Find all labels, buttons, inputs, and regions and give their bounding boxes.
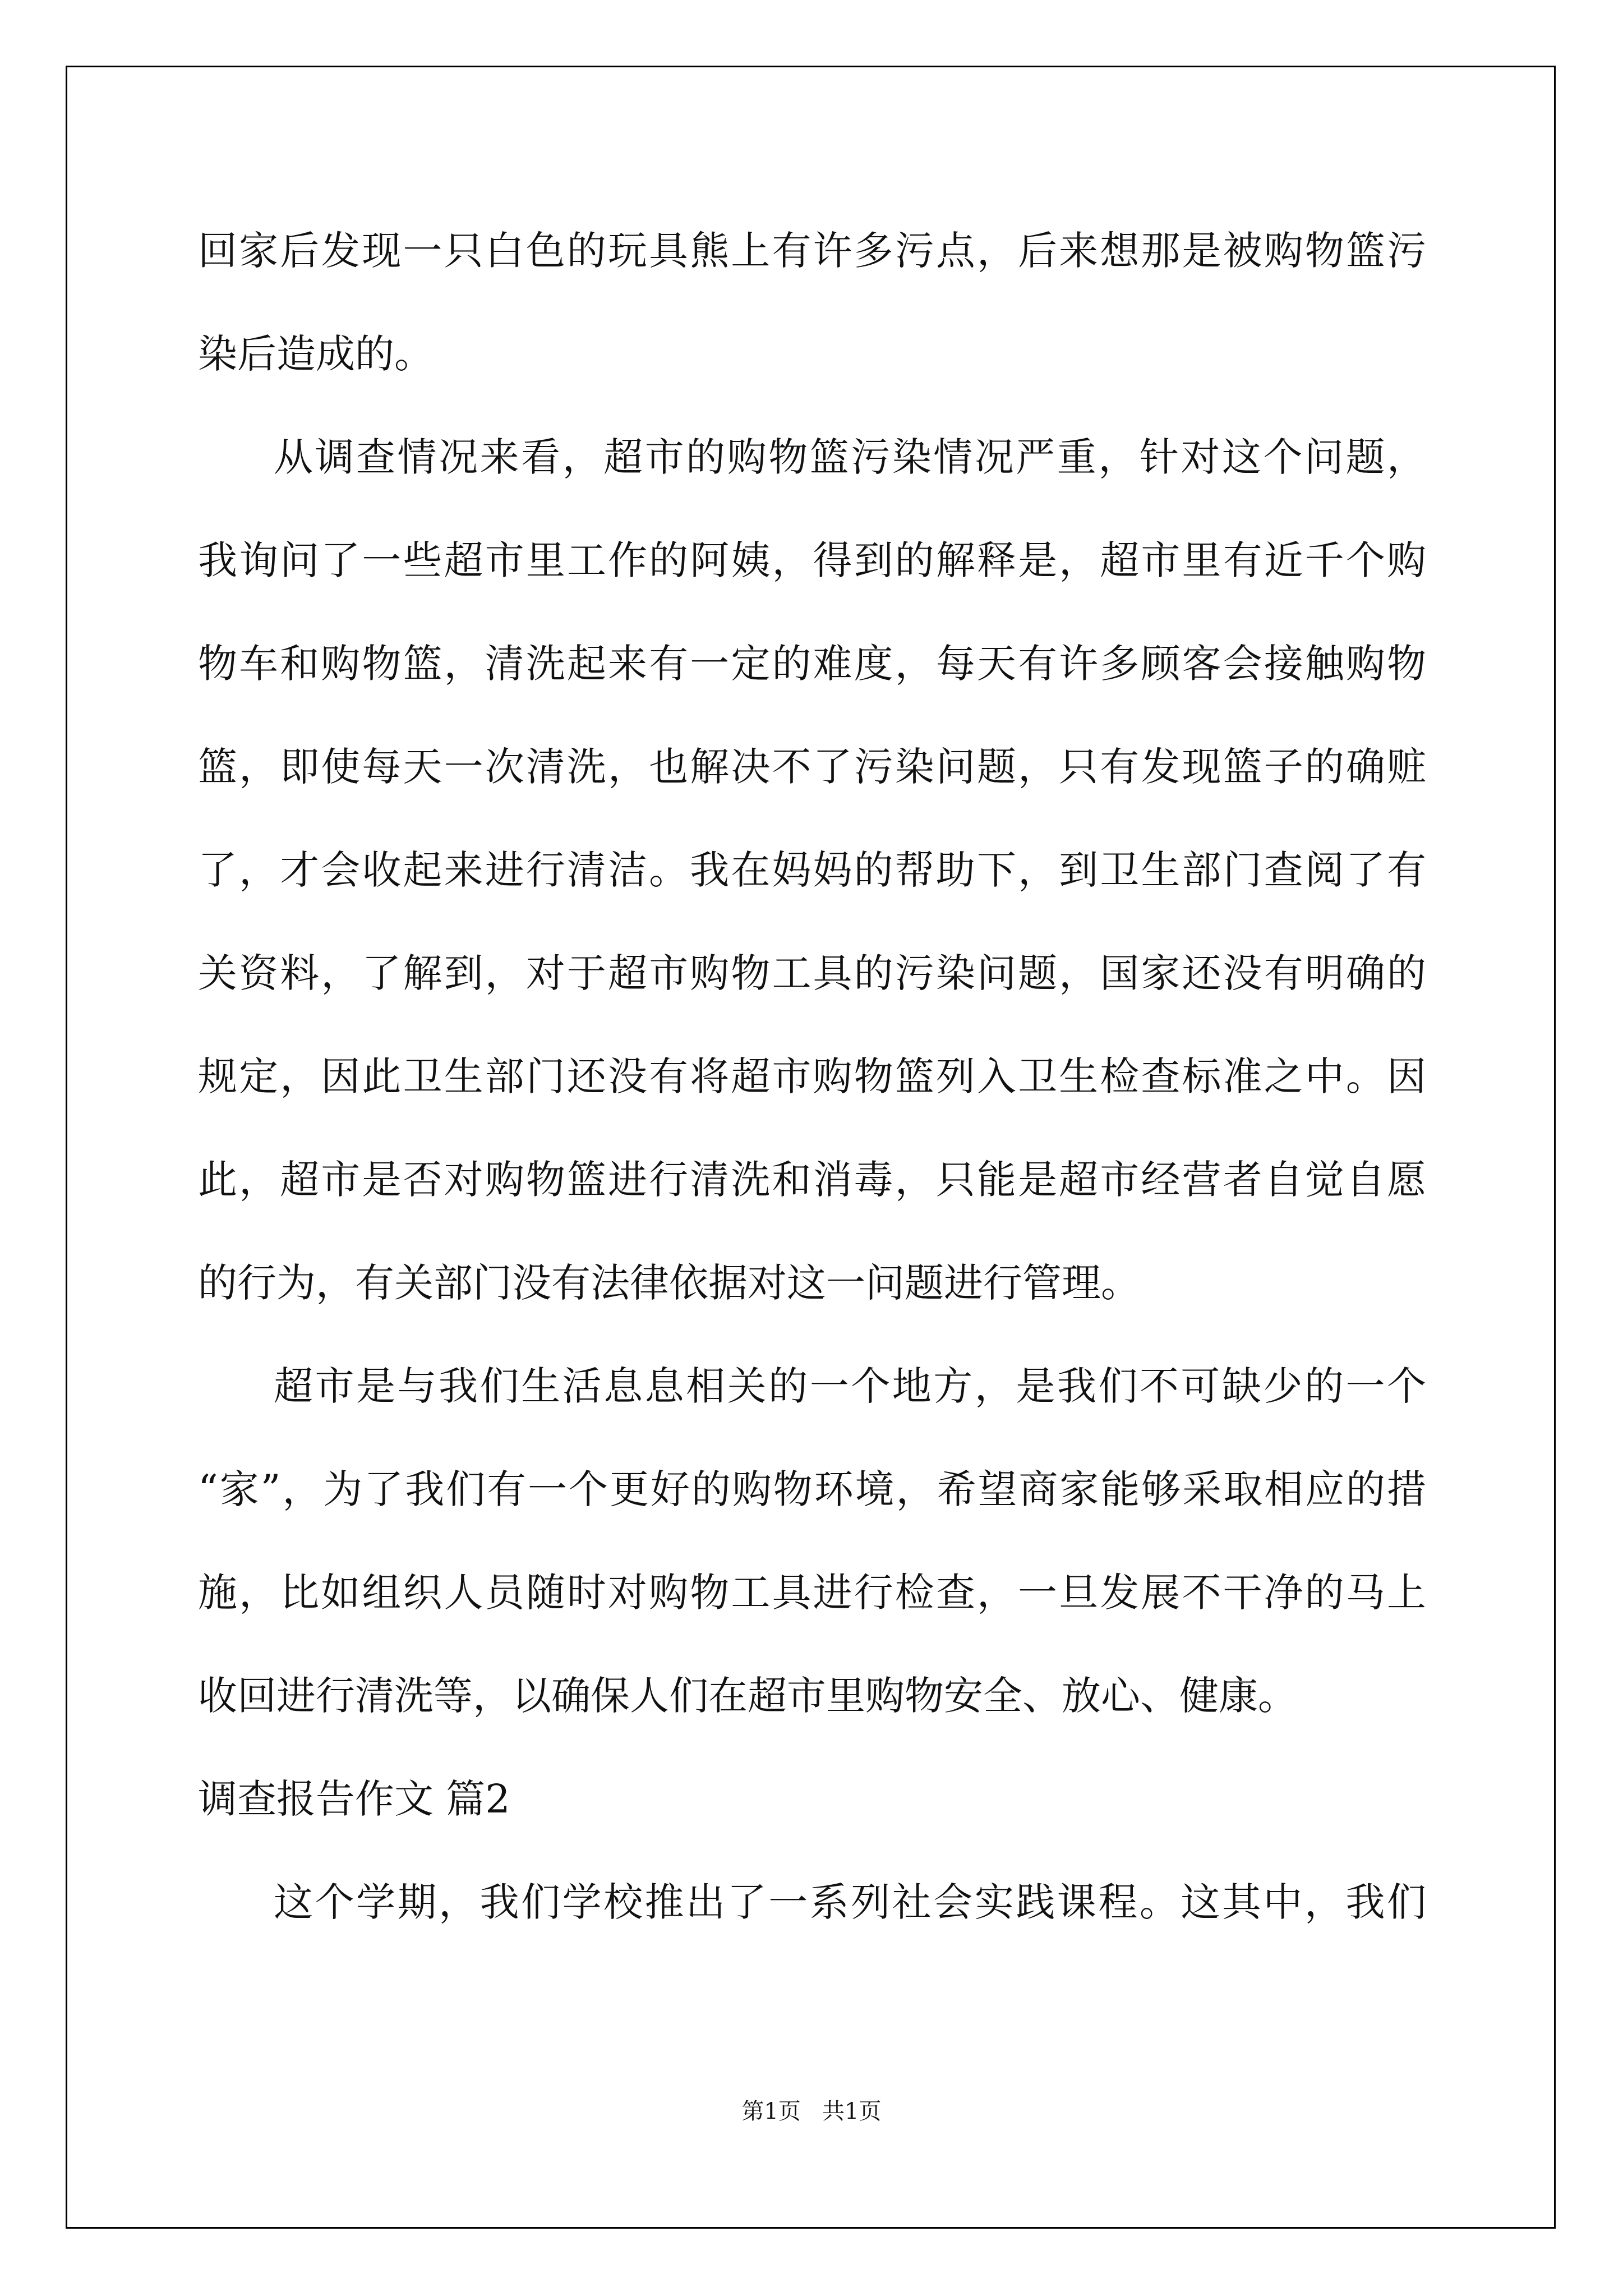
text-line: “家”，为了我们有一个更好的购物环境，希望商家能够采取相应的措 bbox=[198, 1466, 1426, 1512]
paragraph-start: 这个学期，我们学校推出了一系列社会实践课程。这其中，我们 bbox=[274, 1879, 1426, 1925]
text-line: 收回进行清洗等，以确保人们在超市里购物安全、放心、健康。 bbox=[198, 1673, 1297, 1719]
section-heading: 调查报告作文 篇2 bbox=[198, 1776, 510, 1822]
page-footer bbox=[0, 2097, 1623, 2125]
text-line: 回家后发现一只白色的玩具熊上有许多污点，后来想那是被购物篮污 bbox=[198, 228, 1426, 274]
text-line: 了，才会收起来进行清洁。我在妈妈的帮助下，到卫生部门查阅了有 bbox=[198, 847, 1426, 893]
text-line: 物车和购物篮，清洗起来有一定的难度，每天有许多顾客会接触购物 bbox=[198, 641, 1426, 687]
text-line: 的行为，有关部门没有法律依据对这一问题进行管理。 bbox=[198, 1260, 1140, 1306]
paragraph-start: 超市是与我们生活息息相关的一个地方，是我们不可缺少的一个 bbox=[274, 1363, 1426, 1409]
text-line: 篮，即使每天一次清洗，也解决不了污染问题，只有发现篮子的确赃 bbox=[198, 744, 1426, 790]
text-line: 我询问了一些超市里工作的阿姨，得到的解释是，超市里有近千个购 bbox=[198, 537, 1426, 583]
paragraph-start: 从调查情况来看，超市的购物篮污染情况严重，针对这个问题， bbox=[274, 434, 1426, 480]
text-line: 关资料，了解到，对于超市购物工具的污染问题，国家还没有明确的 bbox=[198, 950, 1426, 996]
page-number-label: 第1页 共1页 bbox=[741, 2099, 882, 2124]
document-body bbox=[198, 199, 1426, 1954]
text-line: 规定，因此卫生部门还没有将超市购物篮列入卫生检查标准之中。因 bbox=[198, 1053, 1426, 1099]
text-line: 施，比如组织人员随时对购物工具进行检查，一旦发展不干净的马上 bbox=[198, 1570, 1426, 1616]
text-line: 染后造成的。 bbox=[198, 331, 434, 377]
text-line: 此，超市是否对购物篮进行清洗和消毒，只能是超市经营者自觉自愿 bbox=[198, 1157, 1426, 1203]
